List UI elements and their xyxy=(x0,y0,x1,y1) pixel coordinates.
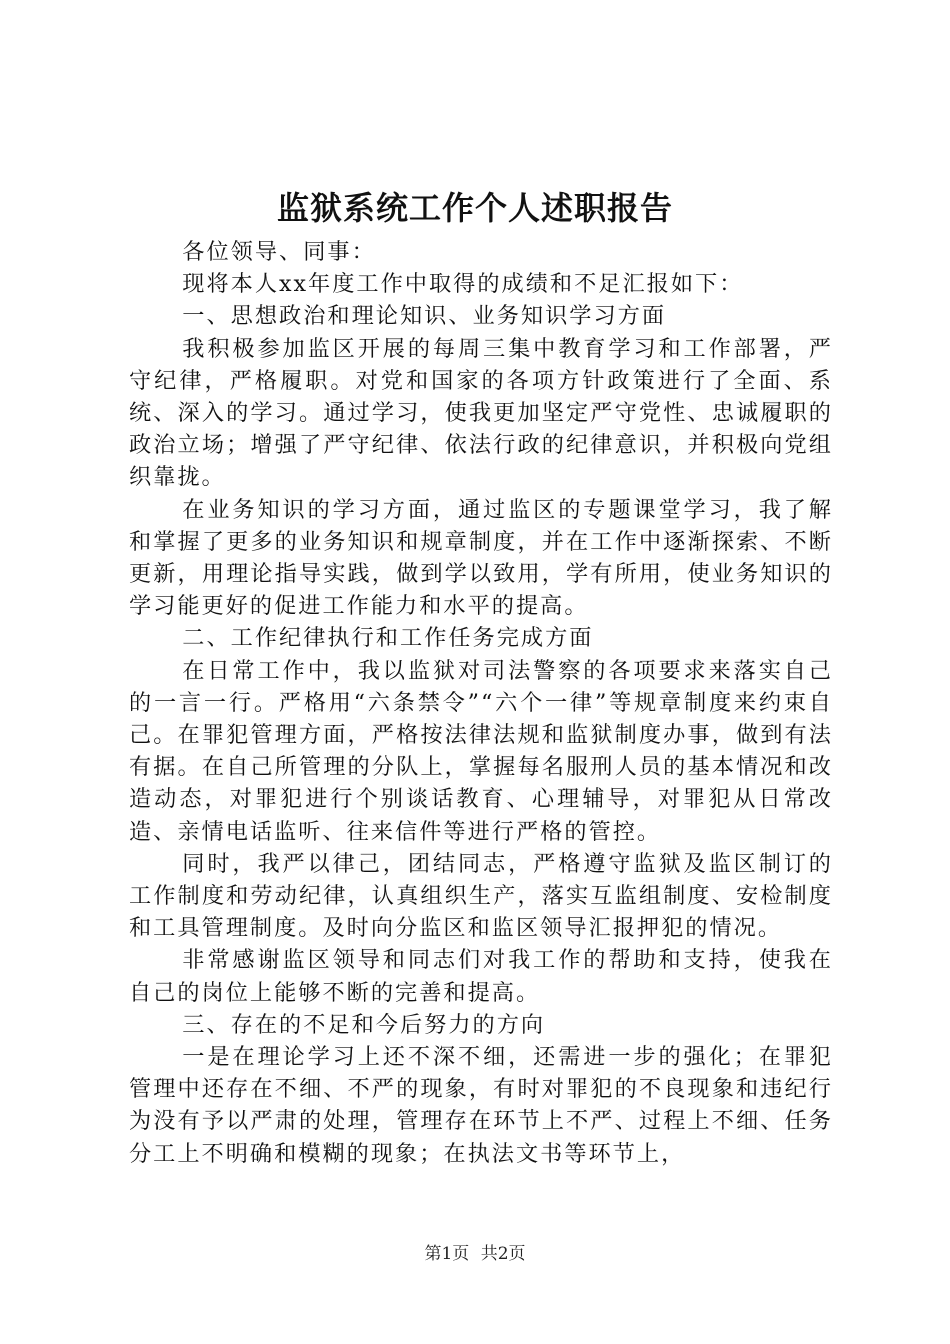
section-heading-2: 二、工作纪律执行和工作任务完成方面 xyxy=(182,625,594,652)
page-footer xyxy=(0,1242,950,1266)
body-paragraph: 非常感谢监区领导和同志们对我工作的帮助和支持，使我在自己的岗位上能够不断的完善和提高。 xyxy=(129,947,833,1006)
intro-paragraph: 现将本人xx年度工作中取得的成绩和不足汇报如下： xyxy=(182,271,744,298)
body-paragraph: 在业务知识的学习方面，通过监区的专题课堂学习，我了解和掌握了更多的业务知识和规章制度，并在工作中逐渐探索、不断更新，用理论指导实践，做到学以致用，学有所用，使业务知识的学习能更好的促进工作能力和水平的提高。 xyxy=(129,496,833,620)
body-paragraph: 我积极参加监区开展的每周三集中教育学习和工作部署，严守纪律，严格履职。对党和国家的各项方针政策进行了全面、系统、深入的学习。通过学习，使我更加坚定严守党性、忠诚履职的政治立场；增强了严守纪律、依法行政的纪律意识，并积极向党组织靠拢。 xyxy=(129,335,833,491)
salutation: 各位领导、同事： xyxy=(182,239,376,265)
section-heading-3: 三、存在的不足和今后努力的方向 xyxy=(182,1011,546,1038)
page-total: 共2页 xyxy=(480,1244,526,1264)
document-body xyxy=(129,236,833,1170)
page-number: 第1页 xyxy=(424,1244,470,1264)
document-title: 监狱系统工作个人述职报告 xyxy=(276,189,673,227)
section-heading-1: 一、思想政治和理论知识、业务知识学习方面 xyxy=(182,303,667,330)
body-paragraph: 一是在理论学习上还不深不细，还需进一步的强化；在罪犯管理中还存在不细、不严的现象，有时对罪犯的不良现象和违纪行为没有予以严肃的处理，管理存在环节上不严、过程上不细、任务分工上不明确和模糊的现象；在执法文书等环节上， xyxy=(129,1044,833,1167)
body-paragraph: 在日常工作中，我以监狱对司法警察的各项要求来落实自己的一言一行。严格用“六条禁令”“六个一律”等规章制度来约束自己。在罪犯管理方面，严格按法律法规和监狱制度办事，做到有法有据。在自己所管理的分队上，掌握每名服刑人员的基本情况和改造动态，对罪犯进行个别谈话教育、心理辅导，对罪犯从日常改造、亲情电话监听、往来信件等进行严格的管控。 xyxy=(129,657,833,845)
body-paragraph: 同时，我严以律己，团结同志，严格遵守监狱及监区制订的工作制度和劳动纪律，认真组织生产，落实互监组制度、安检制度和工具管理制度。及时向分监区和监区领导汇报押犯的情况。 xyxy=(129,850,833,942)
